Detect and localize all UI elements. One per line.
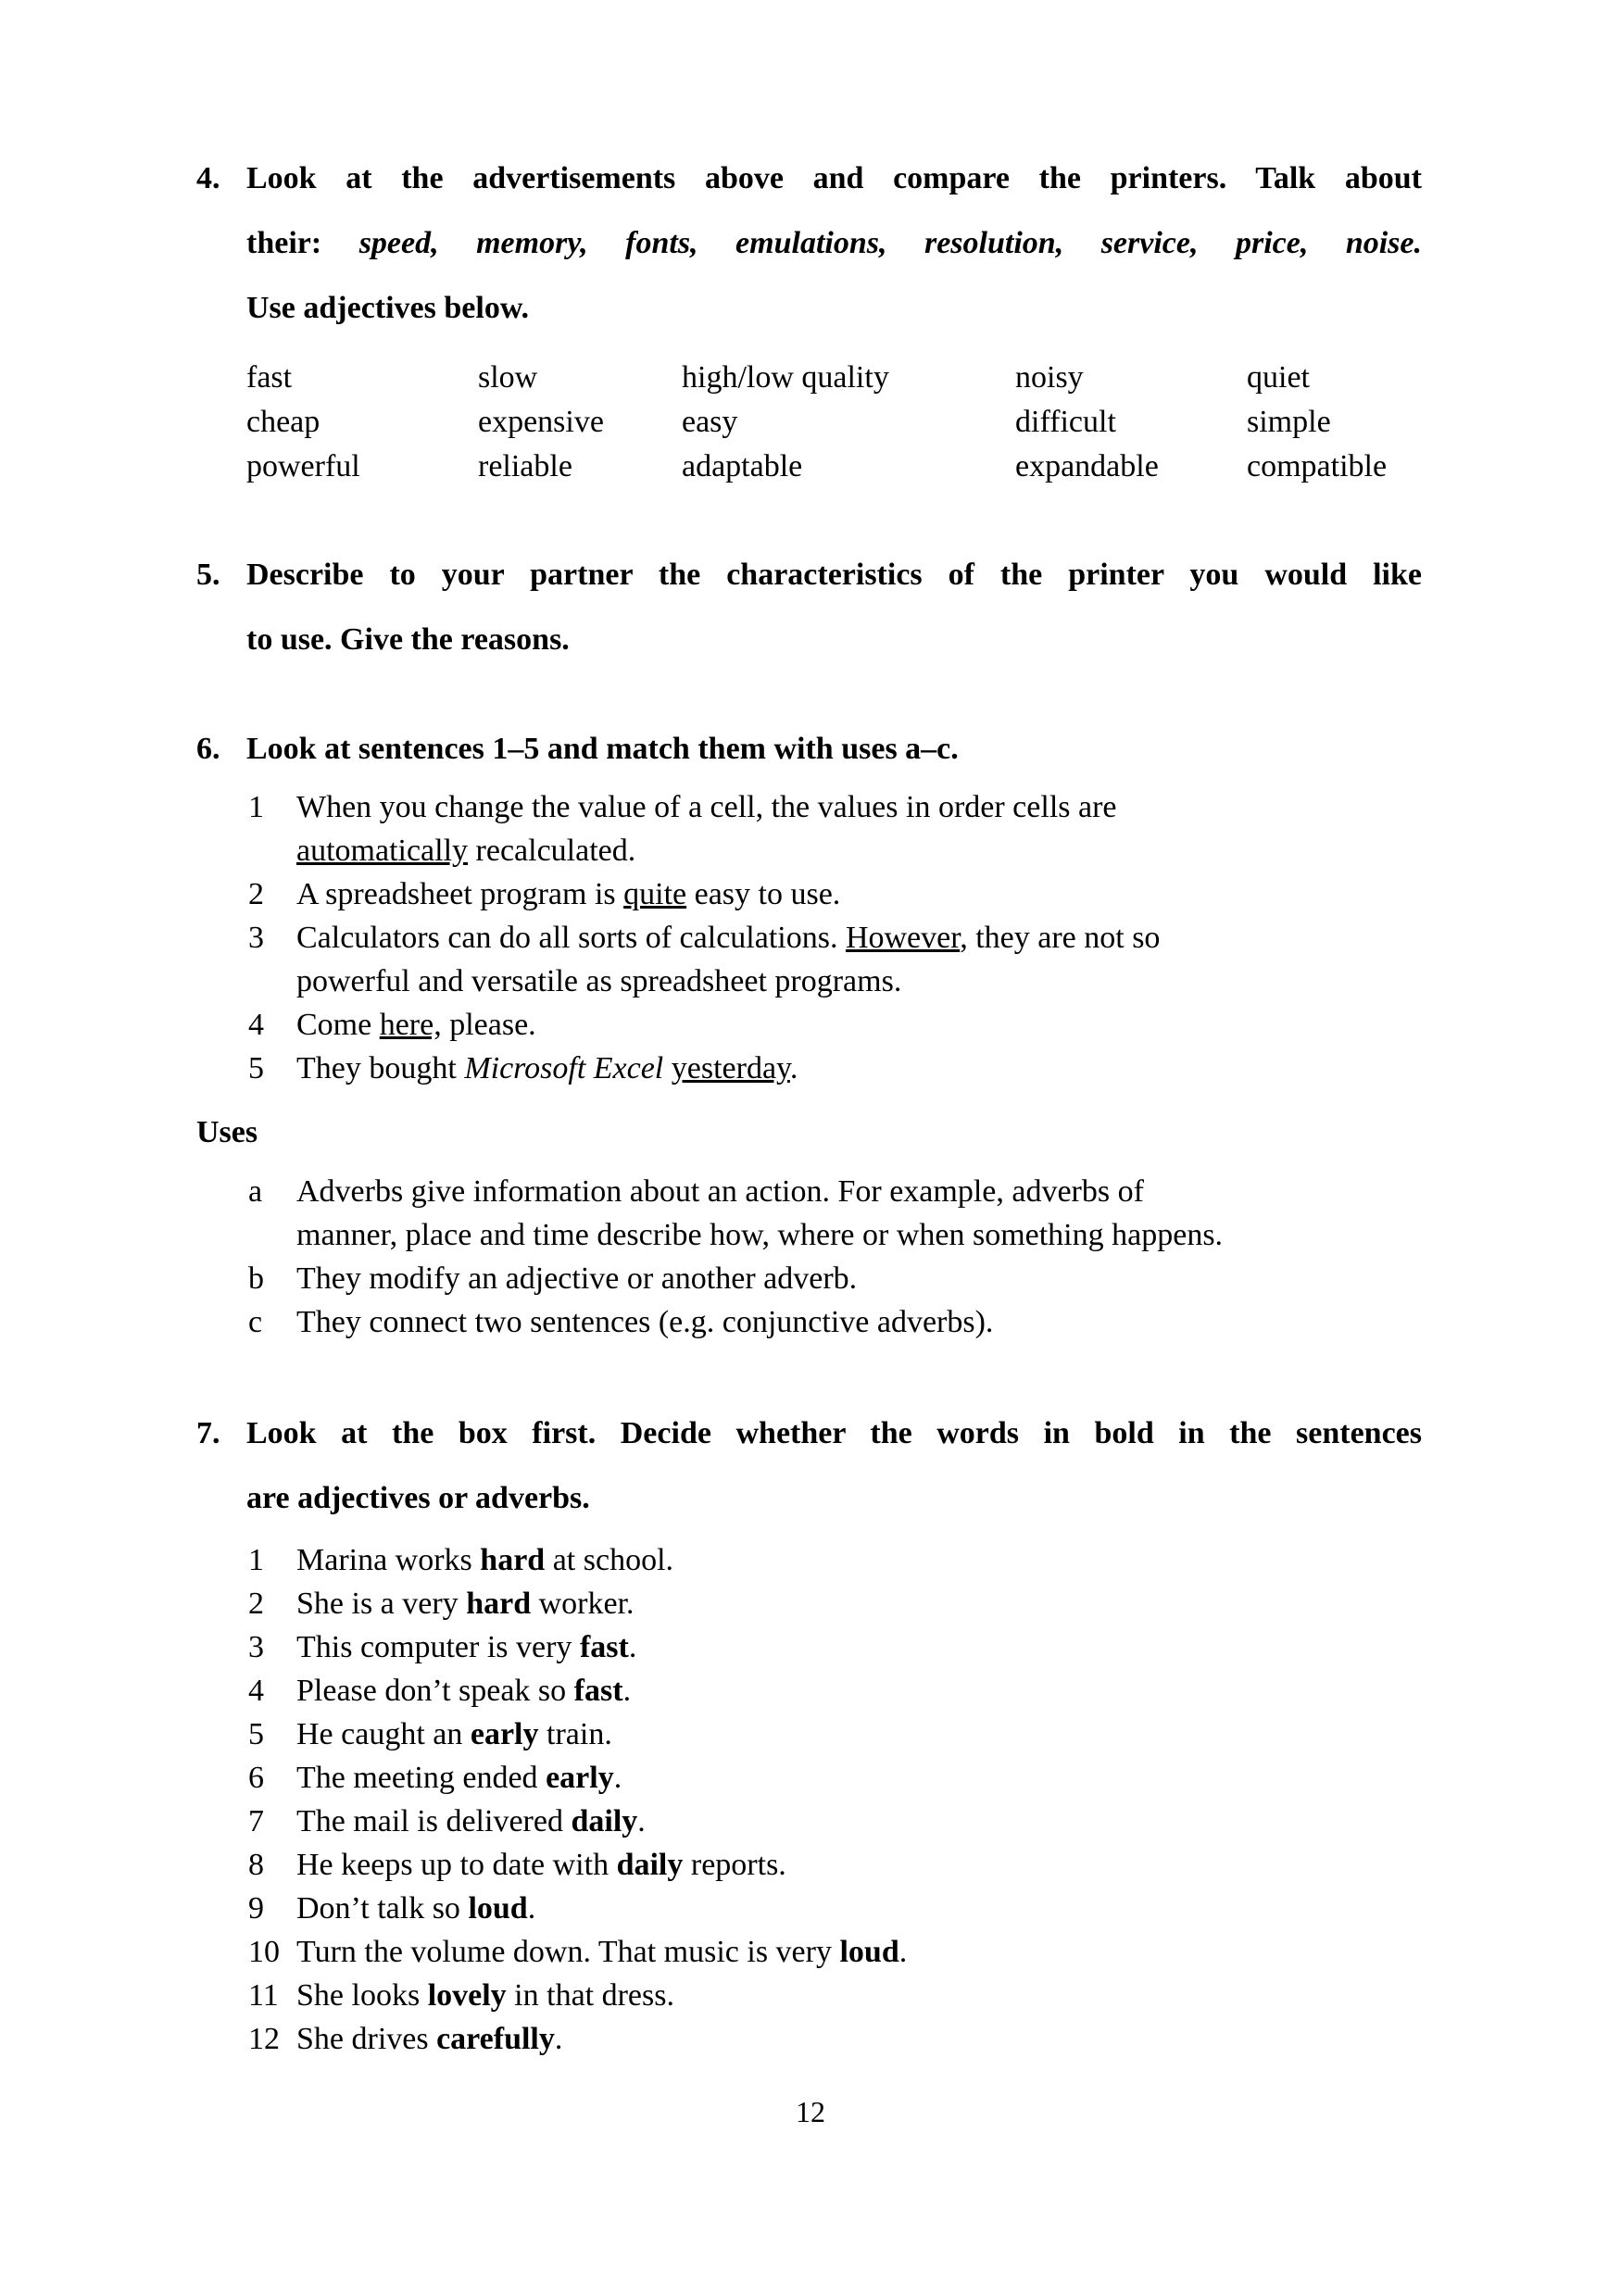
text-segment: A spreadsheet program is (296, 877, 624, 911)
list-item-number: 1 (248, 790, 264, 824)
text-segment: They connect two sentences (e.g. conjunctive adverbs). (296, 1305, 994, 1339)
text-segment: early (546, 1761, 614, 1795)
adjective-cell: fast (246, 360, 293, 395)
exercise-7 (196, 1401, 1422, 2061)
text-segment: He caught an (296, 1717, 471, 1751)
text-segment: Look at the advertisements above and compare the printers. Talk about (246, 161, 1422, 195)
heading-line (246, 211, 1422, 276)
text-segment: This computer is very (296, 1630, 580, 1664)
list-item-text (296, 1300, 1422, 1344)
exercise-number: 4. (196, 161, 220, 195)
list-item-text (296, 916, 1422, 1003)
exercise-heading-text (246, 717, 1422, 782)
text-segment: . (898, 1935, 908, 1969)
text-segment: daily (616, 1848, 684, 1882)
text-segment: She looks (296, 1978, 428, 2013)
list-item-text (296, 1047, 1422, 1090)
exercise-5-heading (196, 543, 1422, 672)
list-item-text (296, 1625, 1422, 1669)
text-segment: . (637, 1804, 646, 1838)
list-item-number: 3 (248, 921, 264, 955)
text-segment: . (622, 1674, 632, 1708)
text-segment: They modify an adjective or another adverb. (296, 1261, 858, 1296)
uses-list (196, 1170, 1422, 1344)
exercise-5 (196, 543, 1422, 672)
exercise-4 (196, 146, 1422, 489)
list-item-number: 1 (248, 1543, 264, 1577)
text-segment: However (845, 921, 961, 955)
exercise-number: 6. (196, 732, 220, 766)
list-item-number: b (248, 1261, 264, 1296)
text-segment: lovely (427, 1978, 507, 2013)
adjective-cell: difficult (1015, 405, 1116, 439)
list-item (248, 1843, 1422, 1887)
list-item (248, 1887, 1422, 1930)
adjective-cell: simple (1247, 405, 1331, 439)
list-item (248, 1170, 1422, 1257)
exercise-heading-text (246, 1401, 1422, 1531)
list-item-text (296, 872, 1422, 916)
text-segment: . (613, 1761, 622, 1795)
list-item (248, 1930, 1422, 1974)
list-item-number: 4 (248, 1008, 264, 1042)
text-segment: When you change the value of a cell, the values in order cells are (296, 790, 1117, 824)
text-segment: early (470, 1717, 539, 1751)
exercise-number: 7. (196, 1416, 220, 1450)
text-segment: She is a very (296, 1587, 467, 1621)
adjective-cell: cheap (246, 405, 320, 439)
heading-line (246, 543, 1422, 608)
uses-title: Uses (196, 1115, 258, 1149)
heading-line (246, 717, 1422, 782)
adjective-cell: noisy (1015, 360, 1084, 395)
list-item-text (296, 1170, 1422, 1257)
text-segment: . (554, 2022, 563, 2056)
text-segment: in that dress. (506, 1978, 674, 2013)
list-item-number: 5 (248, 1717, 264, 1751)
text-segment: speed, memory, fonts, emulations, resolution, service, price, noise. (358, 226, 1422, 260)
list-item-number: 10 (248, 1935, 280, 1969)
exercise-heading-text (246, 543, 1422, 672)
text-segment: to use. Give the reasons. (246, 622, 570, 657)
text-segment: . (789, 1051, 798, 1085)
list-item (248, 916, 1422, 1003)
exercise-6 (196, 717, 1422, 1344)
exercise-4-heading (196, 146, 1422, 341)
text-segment: daily (571, 1804, 638, 1838)
text-segment: easy to use. (686, 877, 841, 911)
text-segment: Look at sentences 1–5 and match them with uses a–c. (246, 732, 959, 766)
list-item-text (296, 1003, 1422, 1047)
list-item-text (296, 1930, 1422, 1974)
list-item-text (296, 1756, 1422, 1800)
list-item (248, 1713, 1422, 1756)
text-segment: at school. (545, 1543, 674, 1577)
list-item-text (296, 1800, 1422, 1843)
adjective-cell: adaptable (682, 449, 803, 483)
list-item-number: 5 (248, 1051, 264, 1085)
list-item-text (296, 1713, 1422, 1756)
text-segment: automatically (296, 834, 469, 868)
list-item (248, 1300, 1422, 1344)
list-item-number: 12 (248, 2022, 280, 2056)
heading-line (246, 608, 1422, 672)
list-item (248, 1800, 1422, 1843)
exercise-7-heading (196, 1401, 1422, 1531)
text-segment: hard (466, 1587, 532, 1621)
text-segment: . (628, 1630, 637, 1664)
text-segment: Turn the volume down. That music is very (296, 1935, 840, 1969)
list-item (248, 785, 1422, 872)
text-segment: their: (246, 226, 359, 260)
text-segment: fast (579, 1630, 629, 1664)
text-segment: The mail is delivered (296, 1804, 572, 1838)
heading-line (246, 276, 1422, 341)
text-segment (663, 1051, 672, 1085)
list-item-number: 3 (248, 1630, 264, 1664)
text-segment: fast (573, 1674, 623, 1708)
text-segment: powerful and versatile as spreadsheet programs. (296, 964, 902, 998)
text-segment: Microsoft Excel (464, 1051, 664, 1085)
text-segment: Adverbs give information about an action. For example, adverbs of (296, 1174, 1144, 1209)
list-item-text (296, 1974, 1422, 2017)
text-segment: Marina works (296, 1543, 481, 1577)
text-segment: yesterday (671, 1051, 790, 1085)
list-item-number: 8 (248, 1848, 264, 1882)
text-segment: The meeting ended (296, 1761, 547, 1795)
list-item (248, 1538, 1422, 1582)
adjective-cell: expensive (478, 405, 604, 439)
list-item (248, 1003, 1422, 1047)
adjective-cell: slow (478, 360, 538, 395)
heading-line (246, 1466, 1422, 1531)
adjective-cell: compatible (1247, 449, 1388, 483)
exercise-6-heading (196, 717, 1422, 782)
text-segment: Calculators can do all sorts of calculations. (296, 921, 846, 955)
text-segment: Use adjectives below. (246, 291, 530, 325)
list-item (248, 872, 1422, 916)
list-item-number: 2 (248, 877, 264, 911)
adjective-cell: high/low quality (682, 360, 889, 395)
list-item-number: 9 (248, 1891, 264, 1926)
exercise-number: 5. (196, 558, 220, 592)
page-number: 12 (796, 2095, 825, 2128)
list-item-number: 7 (248, 1804, 264, 1838)
list-item-text (296, 2017, 1422, 2061)
text-segment: Describe to your partner the characteristics of the printer you would like (246, 558, 1422, 592)
list-item (248, 1669, 1422, 1713)
list-item (248, 2017, 1422, 2061)
text-segment: here, (379, 1008, 442, 1042)
text-segment: , they are not so (960, 921, 1161, 955)
list-item (248, 1974, 1422, 2017)
text-segment: carefully (436, 2022, 555, 2056)
list-item (248, 1625, 1422, 1669)
heading-line (246, 146, 1422, 211)
list-item-number: 4 (248, 1674, 264, 1708)
text-segment: They bought (296, 1051, 465, 1085)
text-segment: loud (839, 1935, 899, 1969)
text-segment: are adjectives or adverbs. (246, 1481, 590, 1515)
list-item-text (296, 1843, 1422, 1887)
adjective-cell: easy (682, 405, 738, 439)
list-item (248, 1582, 1422, 1625)
list-item-number: 11 (248, 1978, 279, 2013)
text-segment: Don’t talk so (296, 1891, 469, 1926)
list-item-text (296, 785, 1422, 872)
exercise-6-sentences (196, 785, 1422, 1090)
text-segment: . (527, 1891, 536, 1926)
text-segment: recalculated. (468, 834, 636, 868)
list-item-text (296, 1257, 1422, 1300)
exercise-7-sentences (196, 1538, 1422, 2061)
list-item-number: 2 (248, 1587, 264, 1621)
list-item (248, 1756, 1422, 1800)
adjective-cell: expandable (1015, 449, 1159, 483)
exercise-heading-text (246, 146, 1422, 341)
list-item-number: 6 (248, 1761, 264, 1795)
text-segment: loud (468, 1891, 528, 1926)
list-item-text (296, 1582, 1422, 1625)
list-item-number: c (248, 1305, 263, 1339)
adjectives-table (246, 356, 1422, 489)
list-item-number: a (248, 1174, 263, 1209)
text-segment: train. (538, 1717, 612, 1751)
heading-line (246, 1401, 1422, 1466)
text-segment: please. (441, 1008, 536, 1042)
list-item-text (296, 1669, 1422, 1713)
text-segment: manner, place and time describe how, where or when something happens. (296, 1218, 1224, 1252)
list-item-text (296, 1887, 1422, 1930)
text-segment: He keeps up to date with (296, 1848, 617, 1882)
text-segment: She drives (296, 2022, 437, 2056)
text-segment: hard (480, 1543, 546, 1577)
adjective-cell: quiet (1247, 360, 1310, 395)
adjective-cell: reliable (478, 449, 572, 483)
text-segment: worker. (531, 1587, 635, 1621)
text-segment: reports. (683, 1848, 786, 1882)
list-item (248, 1047, 1422, 1090)
text-segment: Please don’t speak so (296, 1674, 574, 1708)
text-segment: Look at the box first. Decide whether the words in bold in the sentences (246, 1416, 1422, 1450)
adjective-cell: powerful (246, 449, 360, 483)
list-item-text (296, 1538, 1422, 1582)
text-segment: quite (623, 877, 687, 911)
text-segment: Come (296, 1008, 380, 1042)
list-item (248, 1257, 1422, 1300)
